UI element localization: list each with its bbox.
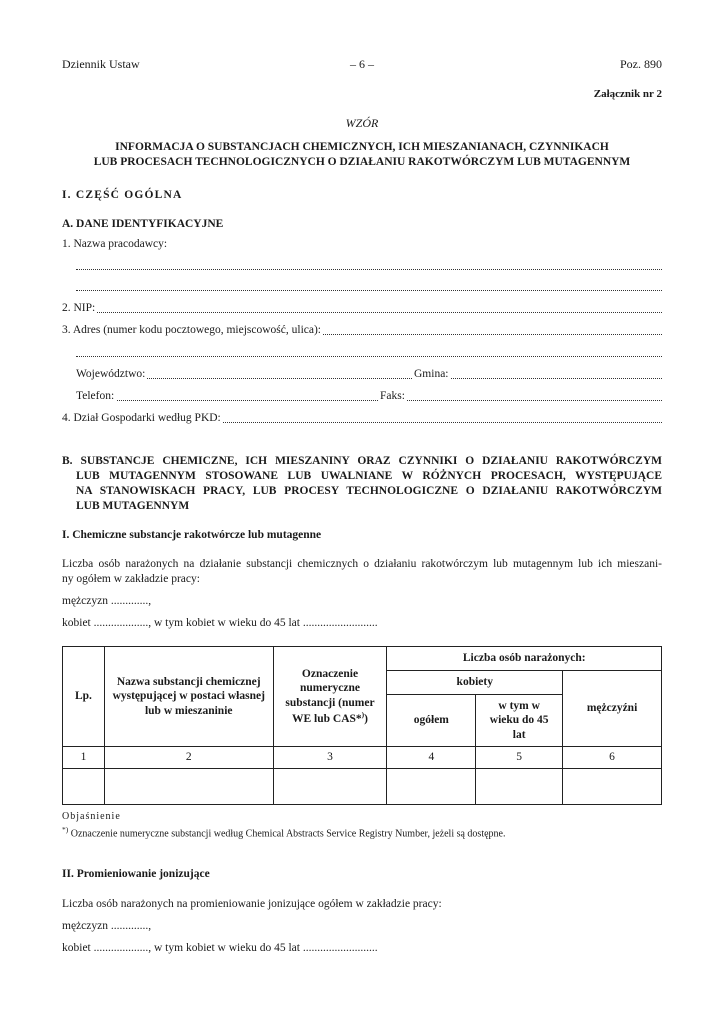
col-lp-header: Lp. [63,647,105,747]
column-number: 5 [476,747,563,769]
col-men-header: mężczyźni [563,671,662,747]
section-a-heading: A. DANE IDENTYFIKACYJNE [62,218,224,230]
employer-name-line-1[interactable] [76,259,662,275]
voivodeship-label: Województwo: [76,368,146,380]
nip-label: 2. NIP: [62,302,96,314]
table-cell[interactable] [63,769,105,805]
document-title-line1: INFORMACJA O SUBSTANCJACH CHEMICZNYCH, ICH MIESZANIANACH, CZYNNIKACH [115,141,609,153]
column-number: 3 [273,747,387,769]
chemical-paragraph-line1: Liczba osób narażonych na działanie substancji chemicznych o działaniu rakotwórczym lub mutagennym lub ich mieszani- [62,558,662,570]
phone-fax-field[interactable] [76,390,662,406]
pkd-label: 4. Dział Gospodarki według PKD: [62,412,221,424]
fax-label: Faks: [380,390,405,402]
subsection-chemical-heading: I. Chemiczne substancje rakotwórcze lub mutagenne [62,529,322,541]
template-label: WZÓR [345,116,379,130]
document-title-line2: LUB PROCESACH TECHNOLOGICZNYCH O DZIAŁANIU RAKOTWÓRCZYM LUB MUTAGENNYM [93,156,631,168]
chemical-paragraph-line2: ny ogółem w zakładzie pracy: [62,573,200,585]
page-number: – 6 – [350,57,374,71]
pkd-field[interactable] [62,412,662,428]
document-page [62,0,662,1024]
address-line-2[interactable] [76,346,662,362]
section-b-heading-line1: B. SUBSTANCJE CHEMICZNE, ICH MIESZANINY ORAZ CZYNNIKI O DZIAŁANIU RAKOTWÓRCZYM [62,455,662,467]
col-women-header: kobiety [387,671,563,695]
col-exposed-header: Liczba osób narażonych: [387,647,662,671]
gmina-label: Gmina: [414,368,449,380]
voivodeship-gmina-field[interactable] [76,368,662,384]
table-cell[interactable] [387,769,476,805]
table-cell[interactable] [476,769,563,805]
nip-field[interactable] [62,302,662,318]
substances-table [62,646,662,805]
column-number: 4 [387,747,476,769]
col-numeric-code-header: Oznaczenie numeryczne substancji (numer WE lub CAS*)) [273,647,387,747]
col-women-under45-header: w tym w wieku do 45 lat [476,695,563,747]
chemical-women-count[interactable]: kobiet ..................., w tym kobiet w wieku do 45 lat .......................... [62,617,378,629]
radiation-women-count[interactable]: kobiet ..................., w tym kobiet w wieku do 45 lat .......................... [62,942,378,954]
table-cell[interactable] [104,769,273,805]
chemical-men-count[interactable]: mężczyzn ............., [62,595,152,607]
position-number: Poz. 890 [620,57,662,71]
employer-name-line-2[interactable] [76,280,662,296]
column-numbers-row [63,747,662,769]
address-label: 3. Adres (numer kodu pocztowego, miejscowość, ulica): [62,324,322,336]
column-number: 6 [563,747,662,769]
section-b-heading-line3: NA STANOWISKACH PRACY, LUB PROCESY TECHNOLOGICZNE O DZIAŁANIU RAKOTWÓRCZYM [76,485,662,497]
footnote-title: Objaśnienie [62,811,121,822]
employer-name-label: 1. Nazwa pracodawcy: [62,238,168,250]
subsection-radiation-heading: II. Promieniowanie jonizujące [62,868,210,880]
radiation-men-count[interactable]: mężczyzn ............., [62,920,152,932]
phone-label: Telefon: [76,390,115,402]
table-cell[interactable] [273,769,387,805]
section-b-heading-line2: LUB MUTAGENNYM STOSOWANE LUB UWALNIANE W RÓŻNYCH PROCESACH, WYSTĘPUJĄCE [76,470,662,482]
col-women-total-header: ogółem [387,695,476,747]
table-cell[interactable] [563,769,662,805]
column-number: 1 [63,747,105,769]
col-substance-name-header: Nazwa substancji chemicznej występującej w postaci własnej lub w mieszaninie [104,647,273,747]
employer-name-field[interactable] [62,238,662,254]
section-general-heading: I. CZĘŚĆ OGÓLNA [62,189,183,201]
section-b-heading-line4: LUB MUTAGENNYM [76,500,190,512]
annex-label: Załącznik nr 2 [593,88,662,100]
journal-name: Dziennik Ustaw [62,57,140,71]
footnote-text: *) Oznaczenie numeryczne substancji według Chemical Abstracts Service Registry Number, jeżeli są dostępne. [62,825,506,840]
address-field[interactable] [62,324,662,340]
table-row[interactable] [63,769,662,805]
radiation-paragraph: Liczba osób narażonych na promieniowanie jonizujące ogółem w zakładzie pracy: [62,898,442,910]
column-number: 2 [104,747,273,769]
